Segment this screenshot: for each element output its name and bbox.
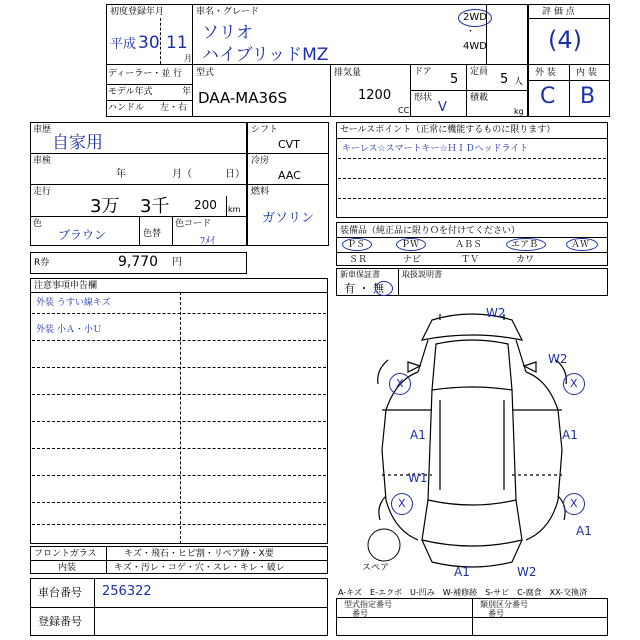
divider bbox=[32, 502, 326, 503]
grade-label: 評 価 点 bbox=[542, 7, 575, 17]
divider bbox=[30, 292, 328, 293]
car-name: ソリオ bbox=[202, 23, 253, 43]
model-year-label: モデル年式 bbox=[108, 87, 153, 97]
divider bbox=[338, 198, 606, 199]
mark-bottom-left: A1 bbox=[454, 565, 470, 579]
mileage-unit: km bbox=[228, 205, 241, 214]
mark-bottom-right: W2 bbox=[517, 565, 537, 579]
reg-no-label: 登録番号 bbox=[38, 615, 82, 628]
divider bbox=[336, 252, 608, 253]
note-line-2: 外装 小Ａ・小Ｕ bbox=[36, 325, 102, 335]
divider bbox=[569, 64, 570, 117]
same-color-label: 色替 bbox=[143, 229, 162, 239]
usage-label: 車歴 bbox=[33, 125, 52, 135]
fuel-value: ガソリン bbox=[262, 211, 315, 226]
usage-value: 自家用 bbox=[52, 133, 103, 153]
divider bbox=[336, 138, 608, 139]
spare-tire-circle bbox=[368, 529, 400, 561]
class-label: 類別区分番号 bbox=[480, 600, 528, 609]
divider bbox=[139, 216, 140, 246]
divider bbox=[172, 216, 173, 246]
capacity-label: 定員 bbox=[470, 67, 489, 77]
reg-month: 11 bbox=[166, 33, 188, 53]
divider bbox=[32, 475, 326, 476]
class-sub: 番号 bbox=[488, 609, 504, 618]
warranty-value: 有 ・ 無 bbox=[344, 282, 384, 295]
drive-2wd: 2WD bbox=[463, 12, 487, 23]
divider bbox=[94, 578, 95, 636]
reg-date-label: 初度登録年月 bbox=[110, 7, 165, 17]
divider bbox=[410, 90, 528, 91]
interior-label: 内 装 bbox=[576, 68, 597, 78]
warranty-label: 新車保証書 bbox=[340, 270, 380, 279]
handle-value: 左・右 bbox=[160, 103, 188, 113]
recycle-label: R券 bbox=[34, 258, 50, 268]
color-label: 色 bbox=[33, 219, 43, 229]
drive-dot: ・ bbox=[466, 27, 476, 37]
mark-top: W2 bbox=[486, 306, 506, 320]
divider bbox=[32, 448, 326, 449]
divider bbox=[106, 84, 192, 85]
inspection-month-unit: 月（ bbox=[172, 169, 192, 180]
era-label: 平成 bbox=[110, 37, 137, 52]
color-value: ブラウン bbox=[58, 228, 107, 242]
color-code-value: ﾌﾒｲ bbox=[200, 236, 215, 247]
divider bbox=[106, 100, 192, 101]
divider bbox=[32, 421, 326, 422]
mark-rear-right-x: X bbox=[570, 497, 578, 510]
inspection-day-unit: 日） bbox=[225, 169, 245, 180]
equip-pw: ＰＷ bbox=[401, 240, 420, 250]
mileage-man: 3万 bbox=[90, 196, 120, 217]
equip-abs: ＡＢＳ bbox=[455, 240, 483, 250]
equip-sr: ＳＲ bbox=[349, 255, 368, 265]
load-label: 積載 bbox=[470, 93, 489, 103]
car-name-label: 車名・グレード bbox=[196, 7, 260, 17]
door-value: 5 bbox=[450, 72, 459, 87]
divider bbox=[32, 367, 326, 368]
equipment-title: 装備品（純正品に限りＯを付けてください） bbox=[340, 226, 521, 236]
windshield-label: フロントガラス bbox=[34, 549, 97, 559]
divider bbox=[528, 18, 610, 19]
fuel-label: 燃料 bbox=[251, 187, 270, 197]
displacement-unit: CC bbox=[398, 106, 410, 115]
type-value: DAA-MA36S bbox=[198, 89, 288, 107]
divider bbox=[30, 153, 247, 154]
sales-points-box bbox=[336, 122, 608, 218]
type-cert-sub: 番号 bbox=[352, 609, 368, 618]
divider bbox=[338, 158, 606, 159]
model-year-unit: 年 bbox=[182, 87, 192, 97]
divider bbox=[330, 64, 331, 117]
divider bbox=[336, 237, 608, 238]
divider bbox=[32, 313, 326, 314]
displacement-value: 1200 bbox=[358, 88, 392, 103]
recycle-unit: 円 bbox=[172, 257, 182, 268]
shift-label: シフト bbox=[251, 125, 279, 135]
exterior-grade: C bbox=[540, 84, 556, 109]
mark-front-right-x: X bbox=[570, 377, 578, 390]
shift-value: CVT bbox=[278, 138, 300, 151]
mark-rear-left-x: X bbox=[398, 497, 406, 510]
notes-title: 注意事項申告欄 bbox=[34, 281, 98, 291]
note-line-1: 外装 うすい線キズ bbox=[36, 298, 111, 308]
equip-navi: ナビ bbox=[403, 255, 422, 265]
sales-title: セールスポイント（正常に機能するものに限ります） bbox=[340, 125, 556, 135]
exterior-label: 外 装 bbox=[535, 68, 556, 78]
damage-legend: A-キズ E-エクボ U-凹み W-補修跡 S-サビ C-腐食 XX-交換済 bbox=[338, 588, 588, 597]
divider bbox=[30, 184, 247, 185]
mark-side-right: A1 bbox=[562, 428, 578, 442]
sales-point-1: キーレス☆スマートキー☆ＨＩＤヘッドライト bbox=[342, 144, 529, 154]
recycle-value: 9,770 bbox=[118, 254, 159, 270]
capacity-value: 5 bbox=[500, 72, 509, 87]
month-unit: 月 bbox=[184, 54, 192, 63]
displacement-label: 排気量 bbox=[334, 68, 362, 78]
inspection-label: 車検 bbox=[33, 156, 52, 166]
ac-label: 冷房 bbox=[251, 156, 270, 166]
mark-rear-left-w: W1 bbox=[408, 471, 428, 485]
divider bbox=[192, 64, 193, 117]
door-label: ドア bbox=[414, 67, 432, 77]
equip-leather: カワ bbox=[516, 255, 535, 265]
divider bbox=[247, 153, 329, 154]
equip-aw: ＡＷ bbox=[571, 240, 590, 250]
load-unit: kg bbox=[514, 107, 524, 116]
windshield-options: キズ・飛石・ヒビ割・リペア跡・X要 bbox=[124, 549, 274, 559]
mark-front-right: W2 bbox=[548, 352, 568, 366]
color-code-label: 色コード bbox=[175, 219, 212, 229]
mark-side-left: A1 bbox=[410, 428, 426, 442]
capacity-unit: 人 bbox=[514, 77, 524, 87]
divider bbox=[32, 340, 326, 341]
reg-year: 30 bbox=[138, 33, 160, 53]
handle-label: ハンドル bbox=[108, 103, 145, 113]
divider bbox=[160, 18, 161, 64]
divider bbox=[247, 184, 329, 185]
interior-cond-label: 内装 bbox=[58, 563, 77, 573]
equip-airbag: エアＢ bbox=[511, 240, 539, 250]
ac-value: AAC bbox=[278, 169, 301, 182]
notes-box bbox=[30, 278, 328, 544]
dealer-label: ディーラー・並 行 bbox=[108, 69, 183, 79]
shape-label: 形状 bbox=[414, 93, 433, 103]
type-label: 型式 bbox=[196, 68, 215, 78]
mark-front-left: X bbox=[396, 377, 404, 390]
divider bbox=[106, 546, 107, 574]
shape-value: V bbox=[438, 100, 447, 115]
divider bbox=[32, 524, 326, 525]
chassis-label: 車台番号 bbox=[38, 586, 82, 599]
drive-4wd: 4WD bbox=[463, 41, 487, 52]
equip-tv: ＴＶ bbox=[461, 255, 480, 265]
equip-ps: ＰＳ bbox=[347, 240, 366, 250]
interior-grade: B bbox=[580, 84, 596, 109]
divider bbox=[192, 4, 193, 64]
mileage-hundred: 200 bbox=[194, 198, 217, 212]
warranty-none-circle bbox=[375, 281, 393, 296]
manual-label: 取扱説明書 bbox=[402, 270, 442, 279]
mileage-sen: 3千 bbox=[140, 196, 170, 217]
divider bbox=[398, 268, 399, 296]
interior-cond-options: キズ・汚レ・コゲ・穴・スレ・キレ・破レ bbox=[114, 563, 285, 573]
type-cert-label: 型式指定番号 bbox=[344, 600, 392, 609]
divider bbox=[30, 560, 328, 561]
car-grade: ハイブリッドMZ bbox=[202, 45, 329, 65]
spare-label: スペア bbox=[362, 563, 390, 573]
divider bbox=[32, 394, 326, 395]
divider bbox=[30, 607, 328, 608]
divider bbox=[180, 292, 181, 544]
mileage-label: 走行 bbox=[33, 187, 52, 197]
mark-rear-right-a: A1 bbox=[576, 524, 592, 538]
grade-value: (4) bbox=[548, 26, 582, 54]
inspection-year-unit: 年 bbox=[116, 169, 126, 180]
divider bbox=[338, 178, 606, 179]
divider bbox=[226, 196, 227, 216]
chassis-value: 256322 bbox=[102, 584, 152, 599]
divider bbox=[336, 617, 608, 618]
